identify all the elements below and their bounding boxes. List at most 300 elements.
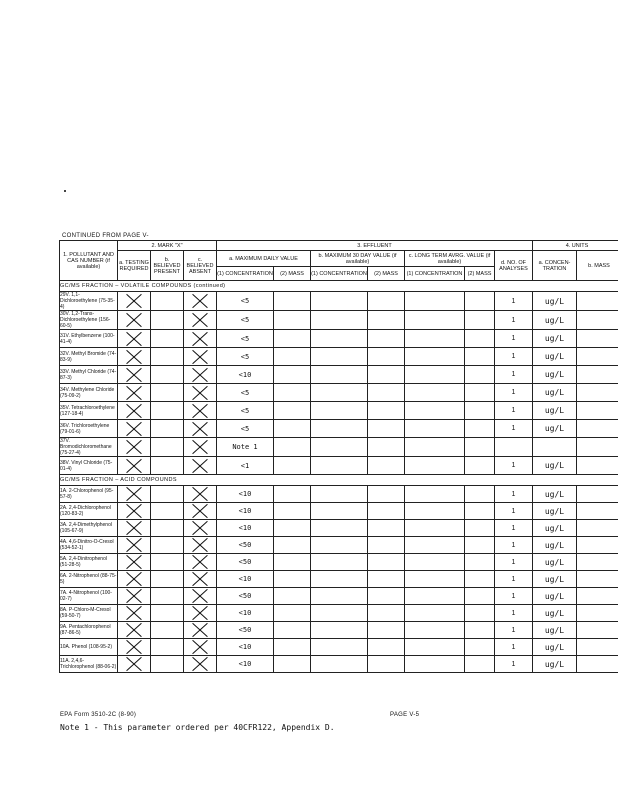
table-row [60,438,618,457]
long-term-mass [465,292,495,311]
longterm-mass-header: (2) MASS [465,267,495,281]
long-term-mass [465,348,495,366]
effluent-header: 3. EFFLUENT [217,241,533,251]
max-30day-mass [368,537,405,554]
long-term-mass [465,656,495,673]
no-of-analyses: 1 [495,605,533,622]
max-daily-mass [274,438,311,457]
testing-required-mark [118,571,151,588]
max-30day-concentration [311,520,368,537]
table-row [60,420,618,438]
no-of-analyses [495,438,533,457]
max-daily-mass [274,457,311,475]
max-30day-mass [368,605,405,622]
believed-present-cell [151,366,184,384]
no-of-analyses: 1 [495,537,533,554]
max-30day-mass [368,503,405,520]
max-daily-mass [274,486,311,503]
mass-unit [577,311,618,330]
believed-absent-mark [184,292,217,311]
long-term-concentration [405,520,465,537]
max-30day-concentration [311,537,368,554]
no-of-analyses: 1 [495,420,533,438]
long-term-concentration [405,402,465,420]
max-30day-concentration [311,384,368,402]
testing-required-mark [118,588,151,605]
max-daily-concentration: <50 [217,537,274,554]
no-of-analyses: 1 [495,457,533,475]
believed-absent-mark [184,639,217,656]
max-30day-concentration [311,366,368,384]
believed-absent-mark [184,438,217,457]
testing-required-mark [118,348,151,366]
concentration-unit: ug/L [533,537,577,554]
believed-present-cell [151,402,184,420]
long-term-concentration [405,420,465,438]
believed-absent-mark [184,605,217,622]
believed-absent-mark [184,420,217,438]
max-30day-concentration [311,292,368,311]
concentration-unit: ug/L [533,656,577,673]
long-term-concentration [405,554,465,571]
believed-present-cell [151,605,184,622]
max-30day-concentration [311,330,368,348]
believed-present-cell [151,520,184,537]
testing-required-mark [118,537,151,554]
believed-absent-mark [184,554,217,571]
pollutant-name: 11A. 2,4,6-Trichlorophenol (88-06-2) [60,656,118,673]
long-term-mass [465,402,495,420]
max-daily-concentration: <5 [217,348,274,366]
max-daily-mass [274,554,311,571]
no-of-analyses: 1 [495,656,533,673]
table-row [60,639,618,656]
pollutant-name: 9A. Pentachlorophenol (87-86-5) [60,622,118,639]
max-daily-concentration: <10 [217,503,274,520]
max-daily-concentration: <5 [217,420,274,438]
mass-unit [577,384,618,402]
long-term-mass [465,384,495,402]
believed-present-cell [151,656,184,673]
table-row [60,292,618,311]
concentration-unit: ug/L [533,639,577,656]
max-daily-concentration: <10 [217,656,274,673]
testing-required-mark [118,366,151,384]
long-term-mass [465,420,495,438]
pollutant-name: 2A. 2,4-Dichlorophenol (120-83-2) [60,503,118,520]
long-term-header: c. LONG TERM AVRG. VALUE (if available) [405,251,495,267]
pollutant-name: 36V. Trichloroethylene (79-01-6) [60,420,118,438]
no-of-analyses: 1 [495,520,533,537]
long-term-mass [465,622,495,639]
max-30day-mass [368,330,405,348]
max-daily-header: a. MAXIMUM DAILY VALUE [217,251,311,267]
mass-unit [577,330,618,348]
believed-present-cell [151,348,184,366]
table-row [60,330,618,348]
concentration-unit: ug/L [533,486,577,503]
testing-required-mark [118,311,151,330]
max-30day-concentration [311,402,368,420]
pollutant-name: 4A. 4,6-Dinitro-O-Cresol (534-52-1) [60,537,118,554]
mass-unit [577,348,618,366]
testing-required-mark [118,438,151,457]
long-term-concentration [405,639,465,656]
pollutant-name: 29V. 1,1-Dichloroethylene (75-35-4) [60,292,118,311]
no-of-analyses: 1 [495,292,533,311]
max-30day-mass [368,457,405,475]
long-term-mass [465,438,495,457]
table-row [60,402,618,420]
concentration-unit: ug/L [533,348,577,366]
concentration-unit: ug/L [533,622,577,639]
max-daily-mass [274,588,311,605]
long-term-concentration [405,311,465,330]
mass-unit [577,402,618,420]
pollutant-name: 38V. Vinyl Chloride (75-01-4) [60,457,118,475]
table-row [60,588,618,605]
table-row [60,457,618,475]
no-of-analyses: 1 [495,588,533,605]
daily-mass-header: (2) MASS [274,267,311,281]
pollutant-name: 1A. 2-Chlorophenol (95-57-8) [60,486,118,503]
max-daily-concentration: <10 [217,605,274,622]
no-of-analyses: 1 [495,571,533,588]
table-row [60,366,618,384]
table-row [60,503,618,520]
longterm-conc-header: (1) CONCENTRATION [405,267,465,281]
table-row [60,537,618,554]
max-30day-mass [368,588,405,605]
mass-unit [577,457,618,475]
max-daily-mass [274,537,311,554]
long-term-mass [465,571,495,588]
max-30day-mass [368,402,405,420]
max-daily-mass [274,384,311,402]
pollutant-name: 35V. Tetrachloroethylene (127-18-4) [60,402,118,420]
concentration-unit: ug/L [533,588,577,605]
long-term-mass [465,366,495,384]
mass-unit [577,438,618,457]
long-term-concentration [405,384,465,402]
no-of-analyses: 1 [495,348,533,366]
long-term-concentration [405,292,465,311]
concentration-unit: ug/L [533,520,577,537]
testing-required-mark [118,384,151,402]
long-term-mass [465,520,495,537]
pollutant-name: 33V. Methyl Chloride (74-87-3) [60,366,118,384]
max-daily-mass [274,520,311,537]
testing-required-mark [118,520,151,537]
max-daily-concentration: <5 [217,384,274,402]
max-30day-concentration [311,348,368,366]
max-30day-mass [368,311,405,330]
long-term-mass [465,554,495,571]
max-daily-mass [274,366,311,384]
believed-present-cell [151,438,184,457]
mass-unit [577,554,618,571]
concentration-unit [533,438,577,457]
max-30day-mass [368,554,405,571]
max-daily-concentration: <5 [217,311,274,330]
max-daily-mass [274,402,311,420]
pollutant-header: 1. POLLUTANT AND CAS NUMBER (if available) [60,241,118,281]
long-term-mass [465,503,495,520]
long-term-mass [465,639,495,656]
testing-required-mark [118,503,151,520]
max-30day-concentration [311,639,368,656]
table-row [60,605,618,622]
believed-present-cell [151,457,184,475]
table-row [60,486,618,503]
table-row [60,384,618,402]
page-number: PAGE V-5 [390,712,420,718]
long-term-mass [465,486,495,503]
max-30day-mass [368,292,405,311]
concentration-unit: ug/L [533,605,577,622]
pollutant-name: 32V. Methyl Bromide (74-83-9) [60,348,118,366]
mass-unit [577,656,618,673]
max-30day-concentration [311,503,368,520]
believed-absent-mark [184,348,217,366]
testing-required-header: a. TESTING REQUIRED [118,251,151,281]
testing-required-mark [118,292,151,311]
believed-absent-mark [184,622,217,639]
believed-present-cell [151,292,184,311]
long-term-concentration [405,438,465,457]
pollutant-name: 10A. Phenol (108-95-2) [60,639,118,656]
volatile-section-title: GC/MS FRACTION – VOLATILE COMPOUNDS (continued) [60,281,618,292]
believed-present-cell [151,503,184,520]
max-daily-concentration: <50 [217,622,274,639]
table-row [60,571,618,588]
max-daily-concentration: <10 [217,571,274,588]
max-daily-concentration: Note 1 [217,438,274,457]
believed-present-cell [151,311,184,330]
max-30day-concentration [311,571,368,588]
no-of-analyses: 1 [495,622,533,639]
continued-label: CONTINUED FROM PAGE V- [62,233,149,239]
max-daily-concentration: <5 [217,402,274,420]
acid-section-title: GC/MS FRACTION – ACID COMPOUNDS [60,475,618,486]
testing-required-mark [118,486,151,503]
believed-absent-mark [184,520,217,537]
pollutant-name: 31V. Ethylbenzene (100-41-4) [60,330,118,348]
max-30day-concentration [311,438,368,457]
believed-absent-mark [184,486,217,503]
testing-required-mark [118,457,151,475]
max-30day-mass [368,571,405,588]
max-daily-mass [274,503,311,520]
mass-unit [577,537,618,554]
believed-absent-mark [184,402,217,420]
no-of-analyses: 1 [495,366,533,384]
max-30day-concentration [311,656,368,673]
max-30day-concentration [311,605,368,622]
max-daily-mass [274,656,311,673]
max-30day-mass [368,366,405,384]
believed-absent-mark [184,503,217,520]
believed-present-cell [151,537,184,554]
long-term-concentration [405,622,465,639]
mass-unit [577,571,618,588]
mass-unit [577,486,618,503]
no-of-analyses: 1 [495,402,533,420]
unit-concentration-header: a. CONCEN-TRATION [533,251,577,281]
unit-mass-header: b. MASS [577,251,618,281]
max-30day-header: b. MAXIMUM 30 DAY VALUE (if available) [311,251,405,267]
long-term-mass [465,311,495,330]
believed-present-header: b. BELIEVED PRESENT [151,251,184,281]
max-30day-concentration [311,457,368,475]
units-header: 4. UNITS [533,241,618,251]
concentration-unit: ug/L [533,292,577,311]
believed-present-cell [151,571,184,588]
pollutant-name: 7A. 4-Nitrophenol (100-02-7) [60,588,118,605]
believed-absent-mark [184,384,217,402]
testing-required-mark [118,554,151,571]
max-30day-mass [368,639,405,656]
max-30day-concentration [311,311,368,330]
long-term-concentration [405,366,465,384]
no-analyses-header: d. NO. OF ANALYSES [495,251,533,281]
believed-absent-header: c. BELIEVED ABSENT [184,251,217,281]
footnote: Note 1 - This parameter ordered per 40CFR122, Appendix D. [60,723,335,732]
believed-absent-mark [184,571,217,588]
testing-required-mark [118,639,151,656]
max-daily-concentration: <10 [217,366,274,384]
pollutant-name: 6A. 2-Nitrophenol (88-75-5) [60,571,118,588]
long-term-mass [465,457,495,475]
long-term-concentration [405,348,465,366]
believed-absent-mark [184,311,217,330]
table-row [60,311,618,330]
max-30day-mass [368,438,405,457]
concentration-unit: ug/L [533,330,577,348]
mass-unit [577,588,618,605]
concentration-unit: ug/L [533,503,577,520]
max-30day-concentration [311,554,368,571]
long-term-mass [465,330,495,348]
long-term-concentration [405,588,465,605]
max-daily-mass [274,420,311,438]
max-30day-mass [368,622,405,639]
mass-unit [577,520,618,537]
testing-required-mark [118,402,151,420]
mass-unit [577,366,618,384]
max-30day-mass [368,384,405,402]
pollutant-name: 30V. 1,2-Trans-Dichloroethylene (156-60-5) [60,311,118,330]
testing-required-mark [118,605,151,622]
concentration-unit: ug/L [533,311,577,330]
max-daily-mass [274,311,311,330]
long-term-concentration [405,571,465,588]
long-term-mass [465,605,495,622]
pollutant-name: 5A. 2,4-Dinitrophenol (51-28-5) [60,554,118,571]
table-row [60,656,618,673]
long-term-concentration [405,457,465,475]
max-30day-mass [368,520,405,537]
max-30day-concentration [311,420,368,438]
believed-present-cell [151,554,184,571]
long-term-concentration [405,486,465,503]
table-row [60,554,618,571]
concentration-unit: ug/L [533,420,577,438]
max-daily-mass [274,330,311,348]
believed-absent-mark [184,537,217,554]
concentration-unit: ug/L [533,554,577,571]
max-daily-concentration: <10 [217,520,274,537]
max-30day-concentration [311,622,368,639]
believed-present-cell [151,639,184,656]
concentration-unit: ug/L [533,384,577,402]
long-term-mass [465,537,495,554]
scan-speck [64,190,66,192]
max-daily-concentration: <5 [217,292,274,311]
no-of-analyses: 1 [495,554,533,571]
long-term-concentration [405,537,465,554]
concentration-unit: ug/L [533,402,577,420]
no-of-analyses: 1 [495,486,533,503]
max-daily-concentration: <50 [217,554,274,571]
believed-absent-mark [184,457,217,475]
believed-absent-mark [184,656,217,673]
long-term-concentration [405,656,465,673]
pollutant-name: 34V. Methylene Chloride (75-09-2) [60,384,118,402]
max-daily-mass [274,622,311,639]
mass-unit [577,605,618,622]
pollutant-name: 3A. 2,4-Dimethylphenol (105-67-9) [60,520,118,537]
30day-conc-header: (1) CONCENTRATION [311,267,368,281]
long-term-mass [465,588,495,605]
concentration-unit: ug/L [533,571,577,588]
testing-required-mark [118,656,151,673]
table-row [60,348,618,366]
mass-unit [577,503,618,520]
daily-conc-header: (1) CONCENTRATION [217,267,274,281]
max-30day-concentration [311,486,368,503]
max-30day-mass [368,656,405,673]
max-30day-mass [368,348,405,366]
30day-mass-header: (2) MASS [368,267,405,281]
form-number: EPA Form 3510-2C (8-90) [60,712,137,718]
believed-absent-mark [184,588,217,605]
concentration-unit: ug/L [533,366,577,384]
concentration-unit: ug/L [533,457,577,475]
believed-present-cell [151,420,184,438]
no-of-analyses: 1 [495,311,533,330]
table-row [60,622,618,639]
mark-x-header: 2. MARK "X" [118,241,217,251]
mass-unit [577,639,618,656]
no-of-analyses: 1 [495,330,533,348]
table-row [60,520,618,537]
testing-required-mark [118,330,151,348]
pollutant-name: 8A. P-Chloro-M-Cresol (59-50-7) [60,605,118,622]
believed-present-cell [151,330,184,348]
max-daily-mass [274,348,311,366]
no-of-analyses: 1 [495,384,533,402]
believed-present-cell [151,588,184,605]
no-of-analyses: 1 [495,503,533,520]
believed-absent-mark [184,330,217,348]
effluent-table [59,240,618,673]
believed-absent-mark [184,366,217,384]
believed-present-cell [151,622,184,639]
max-daily-concentration: <10 [217,639,274,656]
max-daily-concentration: <5 [217,330,274,348]
mass-unit [577,622,618,639]
